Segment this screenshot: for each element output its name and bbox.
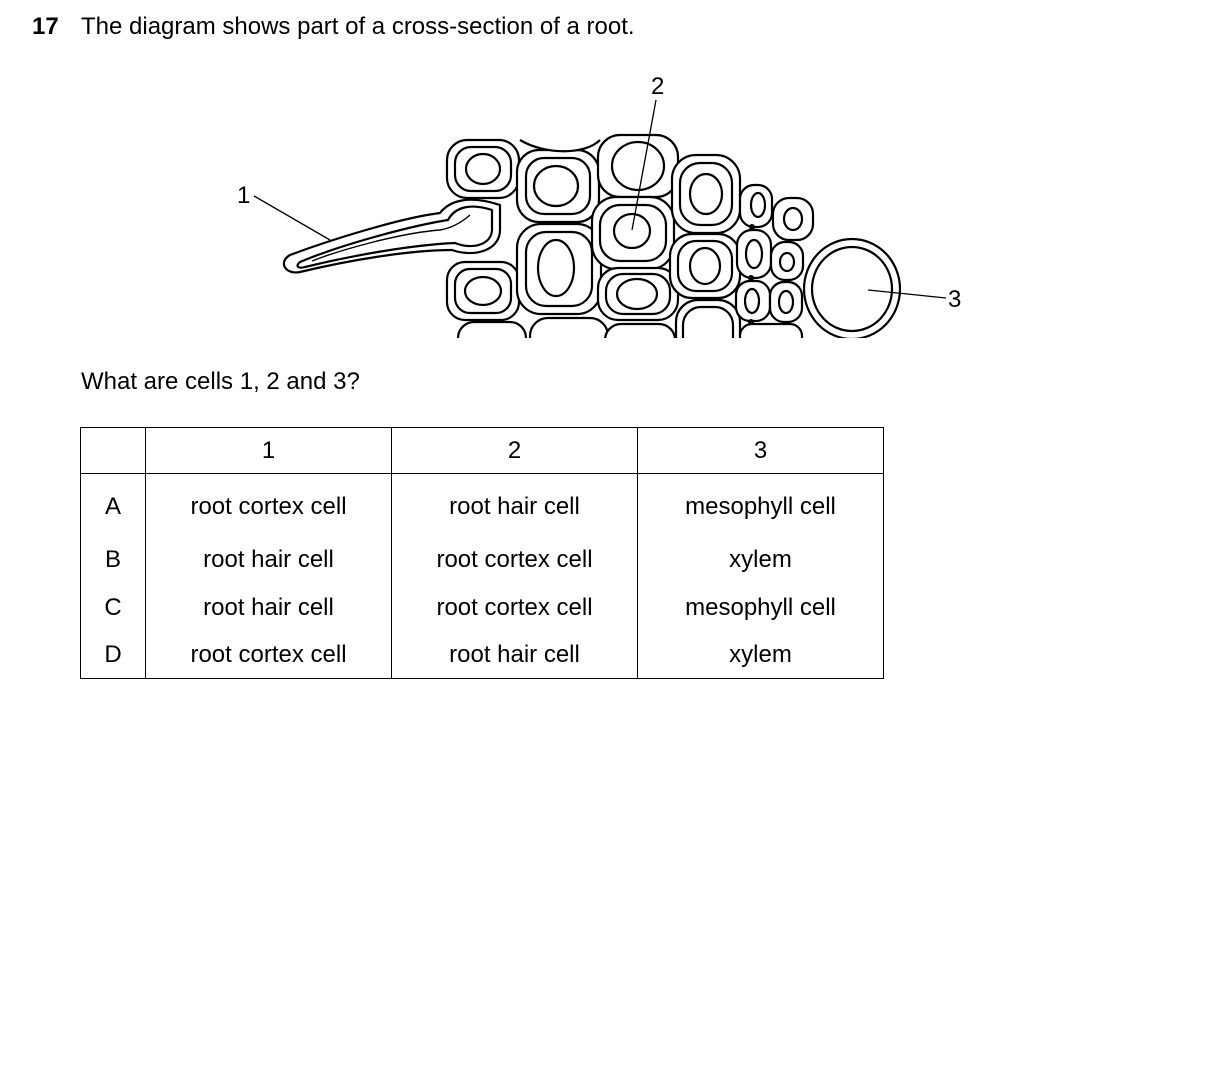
table-cell: root hair cell xyxy=(146,584,392,632)
table-cell: root cortex cell xyxy=(392,584,638,632)
header-cell: 2 xyxy=(392,428,638,474)
table-cell: root cortex cell xyxy=(146,632,392,679)
table-cell: root hair cell xyxy=(392,632,638,679)
table-header-row xyxy=(81,428,884,474)
question-prompt: What are cells 1, 2 and 3? xyxy=(81,368,360,395)
table-row[interactable] xyxy=(81,474,884,537)
table-cell: mesophyll cell xyxy=(638,474,884,537)
table-cell: root hair cell xyxy=(392,474,638,537)
option-letter: A xyxy=(81,474,146,537)
table-cell: root cortex cell xyxy=(146,474,392,537)
table-row[interactable] xyxy=(81,536,884,584)
table-cell: xylem xyxy=(638,632,884,679)
label-2: 2 xyxy=(651,73,665,100)
label-3: 3 xyxy=(948,286,962,313)
root-cross-section-diagram xyxy=(0,0,1209,360)
option-letter: B xyxy=(81,536,146,584)
table-cell: mesophyll cell xyxy=(638,584,884,632)
header-cell: 1 xyxy=(146,428,392,474)
table-row[interactable] xyxy=(81,632,884,679)
header-cell: 3 xyxy=(638,428,884,474)
table-cell: root cortex cell xyxy=(392,536,638,584)
header-cell xyxy=(81,428,146,474)
option-letter: C xyxy=(81,584,146,632)
table-cell: xylem xyxy=(638,536,884,584)
table-cell: root hair cell xyxy=(146,536,392,584)
answer-table xyxy=(80,427,884,679)
label-1: 1 xyxy=(237,182,251,209)
question-number: 17 xyxy=(32,13,59,40)
table-row[interactable] xyxy=(81,584,884,632)
question-text: The diagram shows part of a cross-section of a root. xyxy=(81,13,635,40)
option-letter: D xyxy=(81,632,146,679)
